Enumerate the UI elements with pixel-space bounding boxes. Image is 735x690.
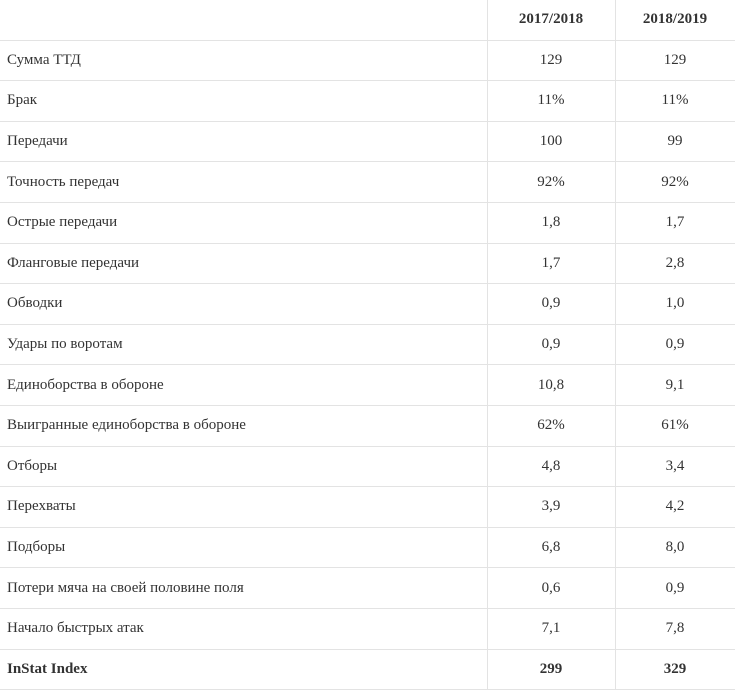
value-2018-2019: 4,2 [615, 487, 735, 528]
value-2018-2019: 7,8 [615, 608, 735, 649]
value-2017-2018: 10,8 [487, 365, 615, 406]
value-2017-2018: 129 [487, 40, 615, 81]
header-season-1: 2017/2018 [487, 0, 615, 40]
table-row [0, 568, 735, 609]
row-label: Потери мяча на своей половине поля [0, 568, 487, 609]
row-label: Фланговые передачи [0, 243, 487, 284]
table-row [0, 405, 735, 446]
total-value-2017-2018: 299 [487, 649, 615, 690]
value-2018-2019: 2,8 [615, 243, 735, 284]
table-row [0, 284, 735, 325]
value-2018-2019: 129 [615, 40, 735, 81]
header-row [0, 0, 735, 40]
value-2017-2018: 0,9 [487, 284, 615, 325]
total-row [0, 649, 735, 690]
value-2018-2019: 0,9 [615, 324, 735, 365]
value-2018-2019: 99 [615, 121, 735, 162]
row-label: Начало быстрых атак [0, 608, 487, 649]
table-row [0, 121, 735, 162]
row-label: Подборы [0, 527, 487, 568]
row-label: Перехваты [0, 487, 487, 528]
table-row [0, 81, 735, 122]
table-row [0, 162, 735, 203]
value-2018-2019: 1,7 [615, 202, 735, 243]
value-2018-2019: 0,9 [615, 568, 735, 609]
table-row [0, 243, 735, 284]
value-2018-2019: 61% [615, 405, 735, 446]
row-label: Обводки [0, 284, 487, 325]
value-2017-2018: 1,8 [487, 202, 615, 243]
value-2017-2018: 0,9 [487, 324, 615, 365]
table-row [0, 487, 735, 528]
table-row [0, 527, 735, 568]
header-empty-cell [0, 0, 487, 40]
value-2017-2018: 7,1 [487, 608, 615, 649]
total-value-2018-2019: 329 [615, 649, 735, 690]
row-label: Точность передач [0, 162, 487, 203]
value-2018-2019: 11% [615, 81, 735, 122]
table-row [0, 365, 735, 406]
row-label: Острые передачи [0, 202, 487, 243]
table-row [0, 202, 735, 243]
table-row [0, 446, 735, 487]
value-2017-2018: 62% [487, 405, 615, 446]
table-row [0, 40, 735, 81]
header-season-2: 2018/2019 [615, 0, 735, 40]
value-2017-2018: 6,8 [487, 527, 615, 568]
value-2018-2019: 3,4 [615, 446, 735, 487]
value-2017-2018: 0,6 [487, 568, 615, 609]
value-2017-2018: 100 [487, 121, 615, 162]
table-row [0, 608, 735, 649]
row-label: Брак [0, 81, 487, 122]
row-label: Отборы [0, 446, 487, 487]
value-2018-2019: 92% [615, 162, 735, 203]
total-label: InStat Index [0, 649, 487, 690]
row-label: Удары по воротам [0, 324, 487, 365]
value-2018-2019: 9,1 [615, 365, 735, 406]
row-label: Сумма ТТД [0, 40, 487, 81]
value-2017-2018: 1,7 [487, 243, 615, 284]
value-2017-2018: 92% [487, 162, 615, 203]
row-label: Выигранные единоборства в обороне [0, 405, 487, 446]
value-2017-2018: 3,9 [487, 487, 615, 528]
value-2018-2019: 8,0 [615, 527, 735, 568]
value-2017-2018: 11% [487, 81, 615, 122]
row-label: Единоборства в обороне [0, 365, 487, 406]
table-row [0, 324, 735, 365]
row-label: Передачи [0, 121, 487, 162]
value-2017-2018: 4,8 [487, 446, 615, 487]
value-2018-2019: 1,0 [615, 284, 735, 325]
